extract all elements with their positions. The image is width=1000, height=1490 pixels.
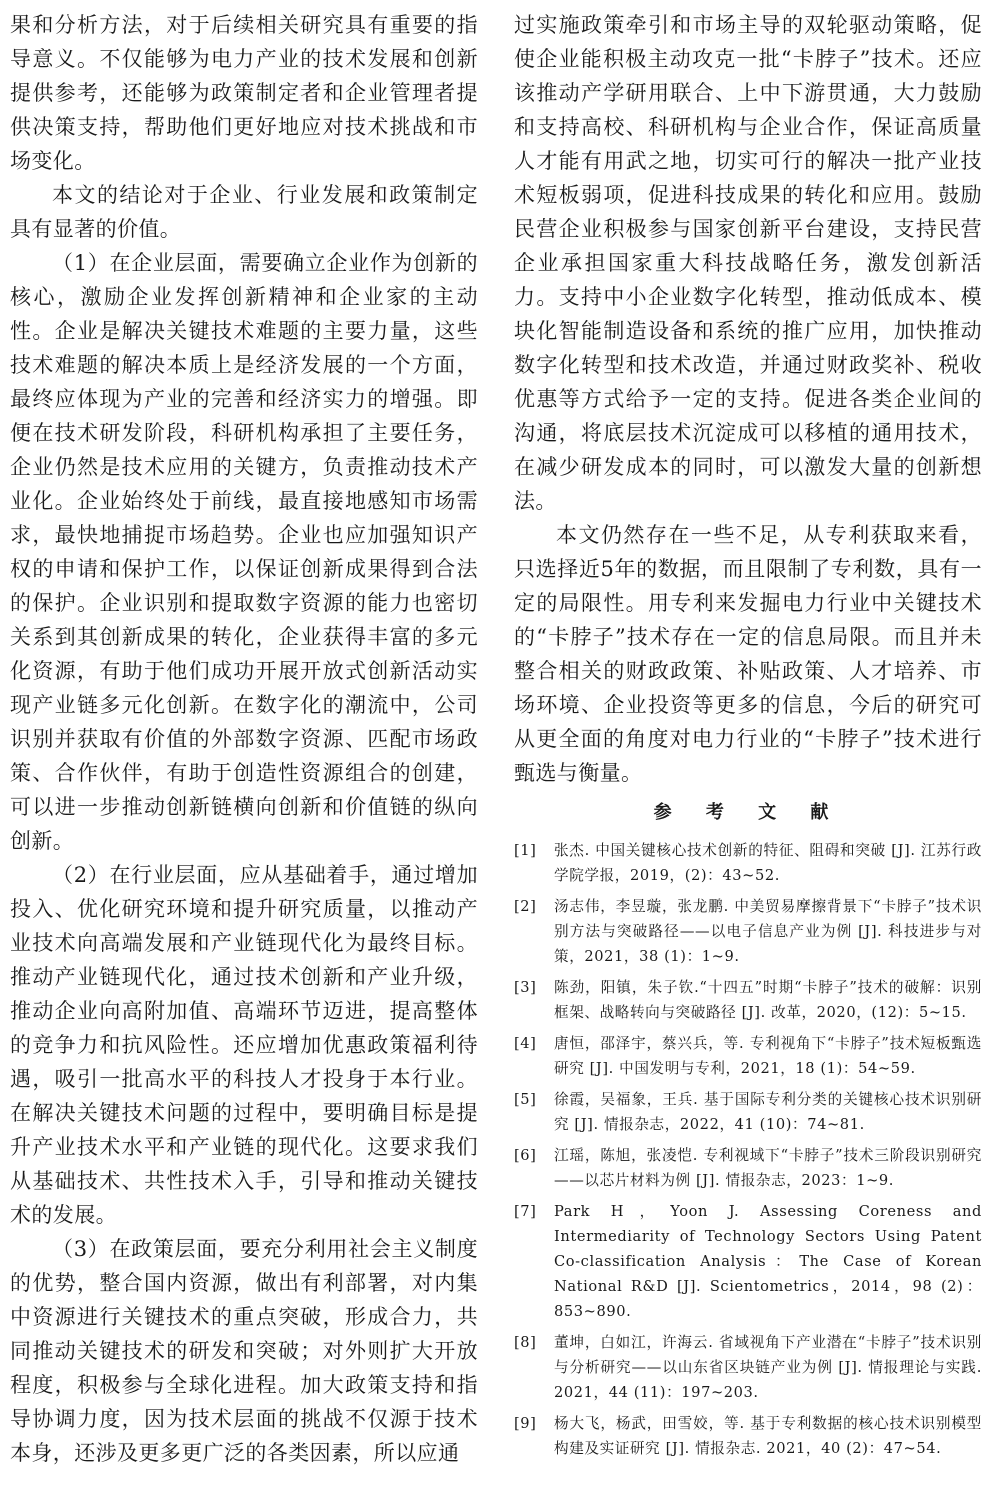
reference-number: [1] [514,842,537,859]
reference-number: [8] [514,1334,537,1351]
paragraph-policy-level: （3）在政策层面，要充分利用社会主义制度的优势，整合国内资源，做出有利部署，对内集中资源进行关键技术的重点突破，形成合力，共同推动关键技术的研发和突破；对外则扩大开放程度，积极参与全球化进程。加大政策支持和指导协调力度，因为技术层面的挑战不仅源于技术本身，还涉及更多更广泛的各类因素，所以应通 [10,1237,478,1465]
reference-list [514,838,982,1461]
reference-text: 董坤，白如江，许海云. 省域视角下产业潜在“卡脖子”技术识别与分析研究——以山东省区块链产业为例 [J]. 情报理论与实践. 2021，44 (11)：197~203. [554,1334,982,1401]
reference-number: [5] [514,1091,537,1108]
reference-text: 徐霞，吴福象，王兵. 基于国际专利分类的关键核心技术识别研究 [J]. 情报杂志，2022，41 (10)：74~81. [554,1091,982,1133]
paragraph-industry-level: （2）在行业层面，应从基础着手，通过增加投入、优化研究环境和提升研究质量，以推动产业技术向高端发展和产业链现代化为最终目标。推动产业链现代化，通过技术创新和产业升级，推动企业向高附加值、高端环节迈进，提高整体的竞争力和抗风险性。还应增加优惠政策福利待遇，吸引一批高水平的科技人才投身于本行业。在解决关键技术问题的过程中，要明确目标是提升产业技术水平和产业链的现代化。这要求我们从基础技术、共性技术入手，引导和推动关键技术的发展。 [10,863,478,1227]
references-heading: 参 考 文 献 [653,802,843,823]
reference-text: 汤志伟，李昱璇，张龙鹏. 中美贸易摩擦背景下“卡脖子”技术识别方法与突破路径——以电子信息产业为例 [J]. 科技进步与对策，2021，38 (1)：1~9. [554,898,982,965]
reference-item [514,975,982,1025]
reference-text: 江瑶，陈旭，张凌恺. 专利视域下“卡脖子”技术三阶段识别研究——以芯片材料为例 [J]. 情报杂志，2023：1~9. [554,1147,982,1189]
reference-number: [2] [514,898,537,915]
paragraph-conclusion-value: 本文的结论对于企业、行业发展和政策制定具有显著的价值。 [10,183,478,241]
reference-text: 陈劲，阳镇，朱子钦.“十四五”时期“卡脖子”技术的破解：识别框架、战略转向与突破路径 [J]. 改革，2020，(12)：5~15. [554,979,982,1021]
right-column [514,8,982,1467]
reference-item [514,894,982,969]
reference-text: Park H，Yoon J. Assessing Coreness and Intermediarity of Technology Sectors Using Patent Co-classification Analysis：The Case of Korean National R&D [J]. Scientometrics，2014，98 (2)：853~890. [554,1203,982,1320]
reference-number: [6] [514,1147,537,1164]
reference-item [514,1031,982,1081]
paragraph-continuation: 果和分析方法，对于后续相关研究具有重要的指导意义。不仅能够为电力产业的技术发展和创新提供参考，还能够为政策制定者和企业管理者提供决策支持，帮助他们更好地应对技术挑战和市场变化。 [10,13,478,173]
reference-text: 杨大飞，杨武，田雪姣，等. 基于专利数据的核心技术识别模型构建及实证研究 [J]. 情报杂志. 2021，40 (2)：47~54. [554,1415,982,1457]
paragraph-enterprise-level: （1）在企业层面，需要确立企业作为创新的核心，激励企业发挥创新精神和企业家的主动性。企业是解决关键技术难题的主要力量，这些技术难题的解决本质上是经济发展的一个方面，最终应体现为产业的完善和经济实力的增强。即便在技术研发阶段，科研机构承担了主要任务，企业仍然是技术应用的关键方，负责推动技术产业化。企业始终处于前线，最直接地感知市场需求，最快地捕捉市场趋势。企业也应加强知识产权的申请和保护工作，以保证创新成果得到合法的保护。企业识别和提取数字资源的能力也密切关系到其创新成果的转化，企业获得丰富的多元化资源，有助于他们成功开展开放式创新活动实现产业链多元化创新。在数字化的潮流中，公司识别并获取有价值的外部数字资源、匹配市场政策、合作伙伴，有助于创造性资源组合的创建，可以进一步推动创新链横向创新和价值链的纵向创新。 [10,251,478,853]
reference-number: [7] [514,1203,537,1220]
reference-item [514,1087,982,1137]
reference-number: [9] [514,1415,537,1432]
reference-text: 唐恒，邵泽宇，蔡兴兵，等. 专利视角下“卡脖子”技术短板甄选研究 [J]. 中国发明与专利，2021，18 (1)：54~59. [554,1035,982,1077]
left-column [10,8,478,1470]
reference-item [514,1330,982,1405]
reference-item [514,1199,982,1324]
paragraph-policy-continuation: 过实施政策牵引和市场主导的双轮驱动策略，促使企业能积极主动攻克一批“卡脖子”技术。还应该推动产学研用联合、上中下游贯通，大力鼓励和支持高校、科研机构与企业合作，保证高质量人才能有用武之地，切实可行的解决一批产业技术短板弱项，促进科技成果的转化和应用。鼓励民营企业积极参与国家创新平台建设，支持民营企业承担国家重大科技战略任务，激发创新活力。支持中小企业数字化转型，推动低成本、模块化智能制造设备和系统的推广应用，加快推动数字化转型和技术改造，并通过财政奖补、税收优惠等方式给予一定的支持。促进各类企业间的沟通，将底层技术沉淀成可以移植的通用技术，在减少研发成本的同时，可以激发大量的创新想法。 [514,13,982,513]
reference-number: [4] [514,1035,537,1052]
reference-number: [3] [514,979,537,996]
paragraph-limitations: 本文仍然存在一些不足，从专利获取来看，只选择近5年的数据，而且限制了专利数，具有一定的局限性。用专利来发掘电力行业中关键技术的“卡脖子”技术存在一定的信息局限。而且并未整合相关的财政政策、补贴政策、人才培养、市场环境、企业投资等更多的信息，今后的研究可从更全面的角度对电力行业的“卡脖子”技术进行甄选与衡量。 [514,523,982,785]
reference-item [514,838,982,888]
reference-text: 张杰. 中国关键核心技术创新的特征、阻碍和突破 [J]. 江苏行政学院学报，2019，(2)：43~52. [554,842,982,884]
reference-item [514,1411,982,1461]
reference-item [514,1143,982,1193]
